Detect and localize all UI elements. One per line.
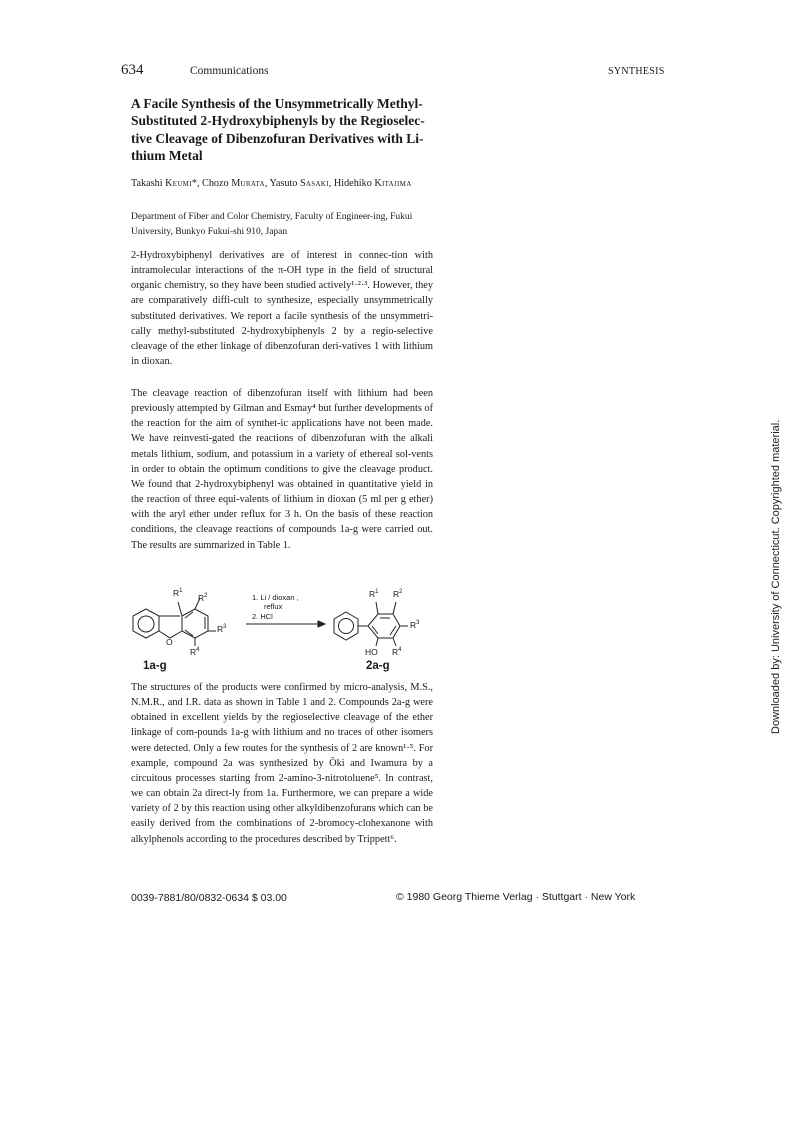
hydroxy-label: HO <box>365 647 378 657</box>
substituent-letter: R <box>217 624 224 634</box>
author-surname: Kitajima <box>374 178 412 189</box>
author-separator: , <box>264 178 270 189</box>
benzene-ring <box>133 609 159 638</box>
substituent-label: $R^3$ <box>410 620 420 630</box>
author-surname: Keumi <box>165 178 192 189</box>
page-number: 634 <box>121 62 144 78</box>
author-surname: Sasaki <box>299 178 329 189</box>
reaction-condition: 2. HCl <box>252 612 273 621</box>
substituent-letter: R <box>369 589 376 599</box>
author-given-name: Yasuto <box>269 178 300 189</box>
body-paragraph: The cleavage reaction of dibenzofuran itself with lithium had been previously attempted by Gilman and Esmay⁴ but further developments of the reaction for the aim of synthet-ic applications have not been made. We have reinvesti-gated the reactions of dibenzofuran with the alkali metals lithium, sodium, and potassium in a variety of ethereal sol-vents in order to obtain the optimum conditions to give the cleavage product. We found that 2-hydroxybiphenyl was obtained in quantitative yield in the reaction of three equi-valents of lithium in dioxan (5 ml per g ether) with the aryl ether under reflux for 3 h. On the basis of these reaction conditions, the cleavage reactions of compounds 1a-g were carried out. The results are summarized in Table 1. <box>131 388 433 551</box>
substituent-letter: R <box>410 620 417 630</box>
article-title: A Facile Synthesis of the Unsymmetrically Methyl-Substituted 2-Hydroxybiphenyls by the Regioselec-tive Cleavage of Dibenzofuran Derivatives with Li-thium Metal <box>131 96 425 164</box>
substituent-bond <box>178 602 182 616</box>
substituent-label: $R^2$ <box>393 589 403 599</box>
double-bond <box>372 626 378 634</box>
substituent-letter: R <box>198 593 205 603</box>
substituent-bond <box>393 638 396 646</box>
double-bond <box>185 612 193 618</box>
issn-line: 0039-7881/80/0832-0634 $ 03.00 <box>131 892 287 904</box>
author-separator: *, <box>191 178 203 189</box>
substituent-label: $R^1$ <box>369 589 379 599</box>
author-given-name: Takashi <box>131 178 166 189</box>
body-paragraph: 2-Hydroxybiphenyl derivatives are of interest in connec-tion with intramolecular interactions of the π-OH type in the field of structural organic chemistry, so they have been studied actively¹·²·³. However, they are comparatively diffi-cult to synthesize, especially unsymmetrically substituted derivatives. We report a facile synthesis of the unsymmetri-cally methyl-substituted 2-hydroxybiphenyls 2 by a regio-selective cleavage of the ether linkage of dibenzofuran deri-vatives 1 with lithium in dioxan. <box>131 250 433 368</box>
section-heading: Communications <box>190 65 269 77</box>
reaction-condition: reflux <box>264 602 283 611</box>
substituent-letter: R <box>392 647 399 657</box>
substituent-bond <box>376 602 378 614</box>
compound-label-product: 2a-g <box>366 660 390 672</box>
aromatic-circle <box>138 616 154 632</box>
author-given-name: Hidehiko <box>333 178 375 189</box>
aromatic-circle <box>339 619 354 634</box>
substituent-bond <box>376 638 378 646</box>
substituent-letter: R <box>173 588 180 598</box>
substituent-letter: R <box>190 647 197 657</box>
copyright-line: © 1980 Georg Thieme Verlag · Stuttgart · New York <box>396 891 636 903</box>
oxygen-label: O <box>166 637 173 647</box>
affiliation: Department of Fiber and Color Chemistry, Faculty of Engineer-ing, Fukui University, Bunkyo Fukui-shi 910, Japan <box>131 212 413 237</box>
author-surname: Murata <box>231 178 265 189</box>
compound-label-reactant: 1a-g <box>143 660 167 672</box>
reaction-condition: 1. Li / dioxan , <box>252 593 299 602</box>
arrow-head <box>318 621 325 627</box>
journal-name: SYNTHESIS <box>608 66 665 77</box>
substituent-letter: R <box>393 589 400 599</box>
body-paragraph: The structures of the products were confirmed by micro-analysis, M.S., N.M.R., and I.R. data as shown in Table 1 and 2. Compounds 2a-g were obtained in excellent yields by the regioselective cleavage of the ether linkage of com-pounds 1a-g with lithium and no traces of other isomers were detected. Only a few routes for the synthesis of 2 are known¹·⁵. For example, compound 2a was synthesized by Ōki and Iwamura by a circuitous processes starting from 2-amino-3-nitrotoluene⁵. In contrast, we can obtain 2a direct-ly from 1a. Furthermore, we can prepare a wide variety of 2 by this reaction using other alkyldibenzofurans which can be easily derived from the combinations of 2-bromocy-clohexanone with alkylphenols according to the procedures described by Trippett⁶. <box>131 682 433 845</box>
benzene-ring <box>334 612 358 640</box>
download-note: Downloaded by: University of Connecticut. Copyrighted material. <box>770 419 782 734</box>
substituent-bond <box>393 602 396 614</box>
reaction-scheme <box>128 584 438 674</box>
substituent-label: $R^4$ <box>190 647 200 657</box>
substituent-label: $R^2$ <box>198 593 208 603</box>
author-given-name: Chozo <box>202 178 232 189</box>
benzene-ring <box>182 609 208 638</box>
author-separator: , <box>328 178 334 189</box>
substituent-label: $R^1$ <box>173 588 183 598</box>
author-list <box>131 176 441 191</box>
substituent-label: $R^3$ <box>217 624 227 634</box>
substituent-label: $R^4$ <box>392 647 402 657</box>
